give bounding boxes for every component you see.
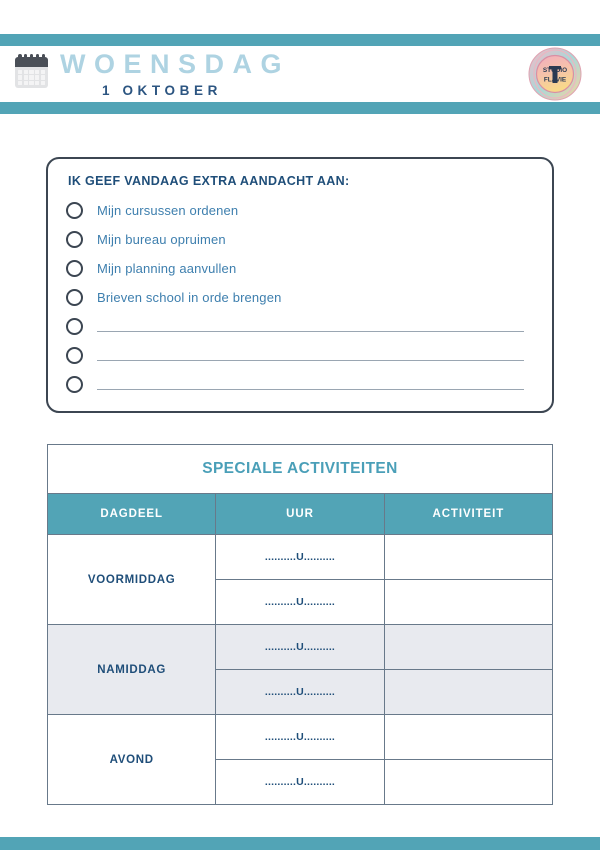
activity-input-cell[interactable]	[384, 715, 552, 760]
activity-input-cell[interactable]	[384, 580, 552, 625]
calendar-icon-header	[15, 57, 48, 67]
special-activities-table	[47, 444, 553, 805]
checklist-item[interactable]	[66, 196, 532, 225]
checklist-item-blank[interactable]	[66, 312, 532, 341]
checklist-item-label: Mijn bureau opruimen	[97, 232, 226, 247]
checklist-item-label: Mijn cursussen ordenen	[97, 203, 239, 218]
column-header-activiteit: ACTIVITEIT	[384, 494, 552, 535]
column-header-uur: UUR	[216, 494, 384, 535]
header-bottom-accent-bar	[0, 102, 600, 114]
write-in-line[interactable]	[97, 331, 524, 332]
checklist-item-blank[interactable]	[66, 341, 532, 370]
time-input-cell[interactable]: ..........U..........	[216, 670, 384, 715]
time-input-cell[interactable]: ..........U..........	[216, 535, 384, 580]
time-input-cell[interactable]: ..........U..........	[216, 580, 384, 625]
checkbox-circle-icon[interactable]	[66, 376, 83, 393]
column-header-dagdeel: DAGDEEL	[48, 494, 216, 535]
page-title	[58, 46, 478, 100]
dagdeel-label-namiddag: NAMIDDAG	[48, 625, 216, 715]
activity-input-cell[interactable]	[384, 625, 552, 670]
calendar-icon-grid	[15, 67, 48, 88]
activity-input-cell[interactable]	[384, 760, 552, 805]
checkbox-circle-icon[interactable]	[66, 289, 83, 306]
calendar-icon	[15, 54, 48, 88]
checklist-item-label: Mijn planning aanvullen	[97, 261, 237, 276]
checklist-item-label: Brieven school in orde brengen	[97, 290, 282, 305]
header-top-accent-bar	[0, 34, 600, 46]
write-in-line[interactable]	[97, 389, 524, 390]
activities-title: SPECIALE ACTIVITEITEN	[48, 445, 553, 494]
dagdeel-label-voormiddag: VOORMIDDAG	[48, 535, 216, 625]
checkbox-circle-icon[interactable]	[66, 231, 83, 248]
checklist-item[interactable]	[66, 225, 532, 254]
top-white-margin	[0, 0, 600, 4]
page-header	[0, 46, 600, 102]
special-activities-section	[47, 444, 553, 805]
checkbox-circle-icon[interactable]	[66, 347, 83, 364]
dagdeel-label-avond: AVOND	[48, 715, 216, 805]
checkbox-circle-icon[interactable]	[66, 260, 83, 277]
activity-input-cell[interactable]	[384, 535, 552, 580]
checkbox-circle-icon[interactable]	[66, 202, 83, 219]
table-row	[48, 625, 553, 670]
checkbox-circle-icon[interactable]	[66, 318, 83, 335]
time-input-cell[interactable]: ..........U..........	[216, 715, 384, 760]
logo-text-line1: STUDIO	[542, 67, 568, 75]
date-label: 1 OKTOBER	[102, 83, 222, 98]
time-input-cell[interactable]: ..........U..........	[216, 760, 384, 805]
write-in-line[interactable]	[97, 360, 524, 361]
studio-flavie-logo	[528, 47, 582, 101]
table-title-row	[48, 445, 553, 494]
table-row	[48, 535, 553, 580]
checklist-item-blank[interactable]	[66, 370, 532, 399]
table-header-row	[48, 494, 553, 535]
activity-input-cell[interactable]	[384, 670, 552, 715]
checklist-item[interactable]	[66, 254, 532, 283]
day-name-label: WOENSDAG	[60, 49, 290, 79]
logo-text-line2: FLAVIE	[543, 76, 567, 84]
footer-accent-bar	[0, 837, 600, 850]
table-row	[48, 715, 553, 760]
checklist-item[interactable]	[66, 283, 532, 312]
checklist-heading: IK GEEF VANDAAG EXTRA AANDACHT AAN:	[68, 174, 350, 188]
focus-checklist-card	[46, 157, 554, 413]
time-input-cell[interactable]: ..........U..........	[216, 625, 384, 670]
